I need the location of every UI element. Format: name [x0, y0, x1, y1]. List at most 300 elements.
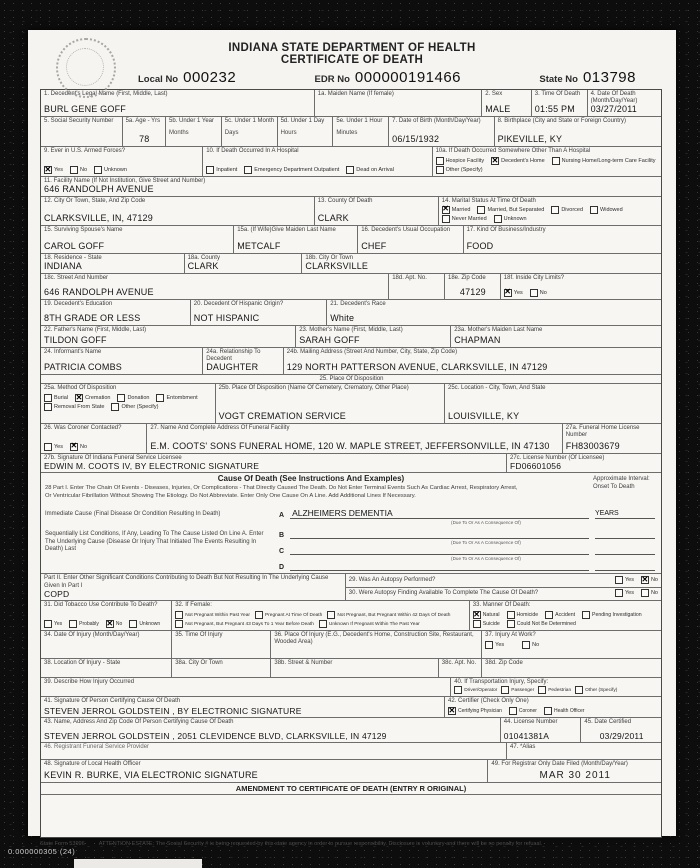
row-4 [41, 176, 661, 196]
checkbox-unchecked [507, 620, 515, 628]
row-24 [41, 742, 661, 759]
option-natural [473, 611, 500, 619]
line-letter: C [279, 548, 285, 556]
checkbox-unchecked [509, 707, 517, 715]
option-label: Removal From State [54, 404, 105, 411]
edr-no [315, 70, 461, 85]
option-label: Yes [624, 590, 634, 597]
field-label: 3. Time Of Death [534, 91, 581, 97]
field-county-of-death [314, 197, 438, 224]
field-label: 27a. Funeral Home License Number [565, 424, 640, 439]
field-describe-injury [41, 678, 450, 696]
row-5 [41, 196, 661, 224]
option-label: Pending Investigation [592, 612, 642, 619]
option-passenger [501, 686, 534, 694]
field-label: 2. Sex [485, 91, 503, 97]
row-11 [41, 347, 661, 374]
state-seal-icon [56, 38, 116, 98]
cause-of-death-section [41, 472, 661, 573]
option-label: No [532, 642, 540, 649]
field-certifier-signature [41, 697, 444, 717]
field-label: 18c. Street And Number [44, 274, 109, 281]
field-date-certified [580, 718, 661, 742]
checkbox-unchecked [44, 394, 52, 402]
checkbox-unchecked [477, 206, 485, 214]
line-letter: B [279, 532, 285, 540]
option-label: Yes [624, 577, 634, 584]
option-entombment [156, 394, 197, 402]
checkbox-unchecked [442, 215, 450, 223]
row-10 [41, 325, 661, 347]
field-business-industry [463, 226, 661, 253]
checkbox-unchecked [582, 611, 590, 619]
option-label: Probably [79, 621, 99, 628]
state-no-value: 013798 [582, 69, 636, 86]
field-funeral-licensee-signature [41, 454, 506, 473]
injury-at-work-options [485, 641, 659, 650]
cause-line-b [279, 527, 655, 539]
field-street-and-number [41, 274, 388, 299]
field-value: FD06601056 [510, 461, 562, 472]
option-pregnant-at-time-of-death [255, 611, 322, 619]
option-label: Other (Specify) [121, 404, 159, 411]
option-widowed [590, 206, 623, 214]
autopsy-block [345, 574, 661, 600]
option-no [70, 166, 87, 174]
pregnancy-options [175, 611, 467, 629]
option-label: No [650, 590, 658, 597]
option-label: Not Pregnant, But Pregnant 43 Days To 1 Year Before Death [185, 621, 314, 627]
option-no [641, 576, 658, 584]
field-funeral-service-provider [41, 743, 506, 759]
field-value: KEVIN R. BURKE, VIA ELECTRONIC SIGNATURE [44, 770, 258, 781]
edr-no-value: 000000191466 [354, 69, 462, 86]
option-yes [44, 620, 62, 628]
field-value: E.M. COOTS' SONS FUNERAL HOME, 120 W. MAPLE STREET, JEFFERSONVILLE, IN 47130 [150, 440, 550, 451]
field-autopsy-performed [346, 574, 661, 587]
checkbox-unchecked [641, 589, 649, 597]
option-unknown-if-pregnant-within-the-past-year [319, 620, 420, 628]
option-label: Yes [513, 289, 523, 296]
field-date-of-injury [41, 631, 171, 658]
field-value: 06/15/1932 [392, 134, 440, 145]
field-label: 1a. Maiden Name (If female) [317, 91, 394, 97]
document-header [28, 30, 676, 66]
field-manner-of-death [469, 601, 661, 630]
option-label: Unknown [104, 167, 127, 174]
title-line-2: CERTIFICATE OF DEATH [280, 54, 424, 66]
field-label: 18b. City Or Town [305, 254, 353, 261]
option-driver-operator [454, 686, 497, 694]
field-label: 32. If Female: [175, 602, 212, 609]
field-value: 646 RANDOLPH AVENUE [44, 184, 154, 195]
field-coroner-contacted [41, 424, 146, 453]
row-22 [41, 696, 661, 717]
field-sublabel: Hours [280, 130, 297, 137]
field-residence-county [184, 254, 302, 273]
field-transportation-injury [450, 678, 661, 696]
checkbox-unchecked [436, 157, 444, 165]
field-disposition-location [444, 384, 661, 423]
field-value: STEVEN JERROL GOLDSTEIN , 2051 CLEVIDENCE BLVD, CLARKSVILLE, IN 47129 [44, 730, 387, 741]
field-value: LOUISVILLE, KY [447, 410, 520, 421]
field-certifier-name-address [41, 718, 500, 742]
checkbox-unchecked [575, 686, 583, 694]
field-value: CLARKSVILLE [305, 260, 369, 271]
field-time-of-injury [171, 631, 270, 658]
field-under-1-hour [332, 117, 388, 146]
option-label: Not Pregnant, But Pregnant Within 42 Days Of Death [337, 612, 451, 618]
cause-line-b-value [290, 538, 589, 539]
checkbox-unchecked [485, 641, 493, 649]
field-funeral-home-license [562, 424, 661, 453]
checkbox-unchecked [615, 576, 623, 584]
immediate-cause-label: Immediate Cause (Final Disease Or Condition Resulting In Death) [45, 511, 221, 518]
field-informant-mailing-address [283, 348, 661, 374]
option-label: No [115, 621, 123, 628]
field-death-in-hospital [202, 147, 431, 176]
field-injury-apt [438, 659, 481, 677]
option-burial [44, 394, 68, 402]
transportation-options [454, 686, 659, 695]
local-no [138, 70, 236, 85]
checkbox-unchecked [70, 166, 78, 174]
option-label: Yes [54, 443, 63, 450]
field-label: 39. Describe How Injury Occurred [44, 679, 135, 686]
option-donation [117, 394, 149, 402]
field-value: PATRICIA COMBS [44, 361, 122, 372]
field-label: 18e. Zip Code [447, 274, 486, 281]
field-mother-name [295, 326, 450, 347]
field-label: 5. Social Security Number [44, 118, 114, 125]
option-could-not-be-determined [507, 620, 576, 628]
field-sublabel: Days [224, 130, 239, 137]
field-label: Part II. Enter Other Significant Conditions Contributing to Death But Not Resulting In The Underlying Cause Given In Part I [44, 575, 329, 589]
checkbox-unchecked [615, 589, 623, 597]
checkbox-unchecked [111, 403, 119, 411]
option-married-but-separated [477, 206, 544, 214]
option-never-married [442, 215, 487, 223]
checkbox-checked [75, 394, 83, 402]
option-divorced [551, 206, 583, 214]
checkbox-checked [44, 166, 52, 174]
field-value: 03/27/2011 [590, 104, 637, 115]
field-injury-city [171, 659, 270, 677]
field-label: 48. Signature of Local Health Officer [44, 761, 141, 768]
field-label: 23. Mother's Name (First, Middle, Last) [299, 326, 403, 333]
option-married [442, 206, 471, 214]
checkbox-unchecked [175, 620, 183, 628]
checkbox-unchecked [69, 620, 77, 628]
state-seal-inner-ring [66, 48, 104, 86]
field-label: 45. Date Certified [584, 719, 632, 726]
checkbox-unchecked [552, 157, 560, 165]
field-death-other-than-hospital [432, 147, 661, 176]
field-label: 38c. Apt. No. [441, 660, 477, 667]
certificate-page [28, 30, 676, 848]
field-label: 42. Certifier (Check Only One) [448, 698, 529, 705]
field-label: 30. Were Autopsy Finding Available To Complete The Cause Of Death? [348, 590, 539, 597]
checkbox-unchecked [436, 166, 444, 174]
option-label: Yes [495, 642, 505, 649]
field-spouse-maiden-name [233, 226, 357, 253]
checkbox-unchecked [530, 289, 538, 297]
due-to-label-c: (Due To Or As A Consequence Of) [451, 556, 521, 562]
field-value: CHEF [361, 240, 387, 251]
field-licensee-license-number [506, 454, 661, 473]
row-9 [41, 299, 661, 325]
option-no [530, 289, 547, 297]
state-no [539, 70, 636, 85]
field-label: 20. Decedent Of Hispanic Origin? [193, 300, 284, 307]
option-label: Donation [127, 395, 150, 402]
field-label: 5e. Under 1 Hour [336, 118, 383, 125]
field-time-of-death [531, 90, 587, 116]
field-residence-zip [444, 274, 500, 299]
field-label: 43. Name, Address And Zip Code Of Person Certifying Cause Of Death [44, 719, 234, 726]
place-of-disposition-header [41, 375, 661, 383]
cause-line-a [279, 507, 655, 519]
field-value: STEVEN JERROL GOLDSTEIN , BY ELECTRONIC SIGNATURE [44, 705, 302, 716]
checkbox-checked [491, 157, 499, 165]
cause-line-c-interval [595, 554, 655, 555]
field-place-of-disposition [215, 384, 444, 423]
checkbox-unchecked [255, 611, 263, 619]
option-label: Certifying Physician [458, 708, 502, 715]
autopsy-findings-options [615, 589, 658, 598]
row-1 [41, 90, 661, 116]
field-value: PIKEVILLE, KY [497, 134, 563, 145]
row-20 [41, 658, 661, 677]
field-value: 01041381A [503, 730, 550, 741]
field-sublabel: Months [168, 130, 189, 137]
option-label: Decedent's Home [501, 158, 545, 165]
field-certifier-type [444, 697, 661, 717]
field-value: FH83003679 [565, 440, 620, 451]
cause-line-a-interval: YEARS [595, 510, 655, 519]
field-under-1-day [277, 117, 333, 146]
field-label: 34. Date Of Injury (Month/Day/Year) [44, 632, 140, 639]
option-label: Could Not Be Determined [516, 621, 576, 628]
field-value: 78 [139, 134, 150, 145]
field-value: MALE [485, 104, 511, 115]
checkbox-unchecked [544, 707, 552, 715]
checkbox-unchecked [346, 166, 354, 174]
field-label: 38a. City Or Town [175, 660, 223, 667]
option-not-pregnant-but-pregnant-43-days-to-1-year-before-death [175, 620, 314, 628]
field-label: 36. Place Of Injury (E.G., Decedent's Home, Construction Site, Restaurant, Wooded Area) [274, 632, 474, 646]
title-line-1: INDIANA STATE DEPARTMENT OF HEALTH [228, 42, 476, 54]
field-surviving-spouse [41, 226, 233, 253]
field-label: 24a. Relationship To Decedent [206, 348, 261, 362]
checkbox-unchecked [44, 443, 52, 451]
field-birthplace [494, 117, 661, 146]
field-value: CLARK [317, 212, 349, 223]
option-label: Pedestrian [548, 687, 572, 693]
row-23 [41, 717, 661, 742]
option-other-specify [575, 686, 617, 694]
option-label: No [650, 577, 658, 584]
field-value: DAUGHTER [206, 361, 259, 372]
field-label: 29. Was An Autopsy Performed? [348, 576, 436, 583]
field-funeral-facility [146, 424, 561, 453]
option-label: Dead on Arrival [356, 167, 394, 174]
field-certifier-license [500, 718, 581, 742]
checkbox-checked [106, 620, 114, 628]
option-label: Passenger [511, 687, 535, 693]
row-3 [41, 146, 661, 176]
option-unknown [94, 166, 127, 174]
checkbox-checked [448, 707, 456, 715]
coroner-options [44, 443, 144, 452]
field-label: 11. Facility Name (If Not Institution, Give Street and Number) [44, 178, 206, 185]
field-place-of-injury [270, 631, 481, 658]
option-no [641, 589, 658, 597]
field-label: 22. Father's Name (First, Middle, Last) [44, 326, 147, 333]
field-label: 18d. Apt. No. [392, 274, 427, 281]
option-decedent-s-home [491, 157, 545, 165]
option-label: Cremation [85, 395, 111, 402]
cause-line-a-value: ALZHEIMERS DEMENTIA [290, 508, 589, 519]
field-value: 646 RANDOLPH AVENUE [44, 286, 154, 297]
field-value: CLARKSVILLE, IN, 47129 [44, 212, 153, 223]
option-yes [44, 443, 63, 451]
checkbox-unchecked [473, 620, 481, 628]
cause-line-d-interval [595, 570, 655, 571]
cause-line-c [279, 543, 655, 555]
field-marital-status [438, 197, 661, 224]
field-usual-occupation [357, 226, 462, 253]
field-injury-state [41, 659, 171, 677]
field-tobacco-use [41, 601, 171, 630]
field-if-female [171, 601, 469, 630]
checkbox-unchecked [494, 215, 502, 223]
option-label: Burial [54, 395, 69, 402]
field-label: 44. License Number [503, 719, 558, 726]
checkbox-checked [473, 611, 481, 619]
field-date-of-death [587, 90, 661, 116]
marital-status-options [442, 206, 659, 224]
edr-no-label: EDR No [314, 74, 350, 85]
field-label: 24. Informant's Name [44, 348, 102, 355]
interval-header: Approximate Interval: Onset To Death [593, 476, 650, 490]
field-label: 25a. Method Of Disposition [44, 384, 117, 391]
checkbox-unchecked [522, 641, 530, 649]
option-label: Yes [54, 621, 63, 628]
checkbox-unchecked [206, 166, 214, 174]
field-label: 15. Surviving Spouse's Name [44, 226, 123, 233]
row-12 [41, 374, 661, 383]
field-value: SARAH GOFF [299, 334, 360, 345]
disposition-method-options [44, 394, 213, 412]
cause-of-death-title: Cause Of Death (See Instructions And Examples) [217, 474, 405, 484]
checkbox-unchecked [319, 620, 327, 628]
option-certifying-physician [448, 707, 502, 715]
option-removal-from-state [44, 403, 104, 411]
field-value: VOGT CREMATION SERVICE [218, 410, 347, 421]
form-footer [40, 841, 662, 847]
option-label: Inpatient [216, 167, 238, 174]
field-value: EDWIN M. COOTS IV, BY ELECTRONIC SIGNATURE [44, 461, 260, 472]
option-yes [504, 289, 523, 297]
option-label: Entombment [166, 395, 198, 402]
local-no-value: 000232 [183, 69, 237, 86]
cause-line-d-value [290, 570, 589, 571]
field-label: 4. Date Of Death (Month/Day/Year) [590, 91, 638, 105]
field-city-town-state-zip [41, 197, 314, 224]
field-label: 46. Registrant Funeral Service Provider [44, 744, 150, 751]
option-label: No [79, 167, 88, 174]
field-label: 10. If Death Occurred In A Hospital [206, 148, 299, 155]
field-label: 37. Injury At Work? [485, 632, 536, 639]
cause-line-c-value [290, 554, 589, 555]
field-value: CHAPMAN [454, 334, 501, 345]
line-letter: D [279, 564, 285, 572]
certificate-numbers [28, 66, 676, 87]
field-value: CLARK [187, 260, 219, 271]
field-value: 01:55 PM [534, 104, 575, 115]
field-label: 47. *Alias [510, 744, 536, 751]
option-label: Natural [482, 612, 500, 619]
field-label: 17. Kind Of Business/Industry [466, 226, 546, 233]
row-7 [41, 253, 661, 273]
field-date-of-birth [388, 117, 493, 146]
option-label: Widowed [600, 206, 623, 213]
field-value: TILDON GOFF [44, 334, 107, 345]
field-age-years [122, 117, 165, 146]
field-label: 8. Birthplace (City and State or Foreign Country) [497, 118, 626, 125]
field-label: 40. If Transportation Injury, Specify: [454, 679, 549, 686]
field-label: 27c. License Number (Of Licensee) [510, 454, 605, 461]
option-not-pregnant-within-past-year [175, 611, 250, 619]
checkbox-unchecked [94, 166, 102, 174]
field-value: NOT HISPANIC [193, 312, 260, 323]
field-label: 25c. Location - City, Town, And State [447, 384, 546, 391]
option-label: Yes [54, 167, 63, 174]
checkbox-unchecked [44, 620, 52, 628]
field-under-1-year [165, 117, 221, 146]
field-label: 41. Signature Of Person Certifying Cause Of Death [44, 698, 181, 705]
option-pedestrian [538, 686, 571, 694]
date-filed-stamp: MAR 30 2011 [539, 770, 611, 782]
field-label: 24b. Mailing Address (Street And Number, City, State, Zip Code) [286, 348, 458, 355]
field-value: 8TH GRADE OR LESS [44, 312, 141, 323]
section-header: 25. Place Of Disposition [319, 375, 384, 382]
field-label: 5b. Under 1 Year [168, 118, 215, 125]
option-emergency-department-outpatient [244, 166, 339, 174]
field-value: COPD [44, 588, 70, 599]
option-dead-on-arrival [346, 166, 394, 174]
option-label: Not Pregnant Within Past Year [185, 612, 250, 618]
cause-line-d [279, 559, 655, 571]
tobacco-options [44, 620, 169, 629]
row-14 [41, 423, 661, 453]
row-2 [41, 116, 661, 146]
checkbox-checked [442, 206, 450, 214]
field-armed-forces [41, 147, 202, 176]
option-no [106, 620, 122, 628]
field-label: 18. Residence - State [44, 254, 102, 261]
field-sex [481, 90, 531, 116]
option-label: Accident [555, 612, 576, 619]
amendment-area [41, 794, 661, 837]
field-label: 12. City Or Town, State, And Zip Code [44, 198, 146, 205]
field-apt-no [388, 274, 444, 299]
field-method-of-disposition [41, 384, 215, 423]
field-health-officer-signature [41, 760, 487, 782]
field-label: 15a. (If Wife)Give Maiden Last Name [237, 226, 336, 233]
field-label: 10a. If Death Occurred Somewhere Other Than A Hospital [435, 148, 591, 155]
